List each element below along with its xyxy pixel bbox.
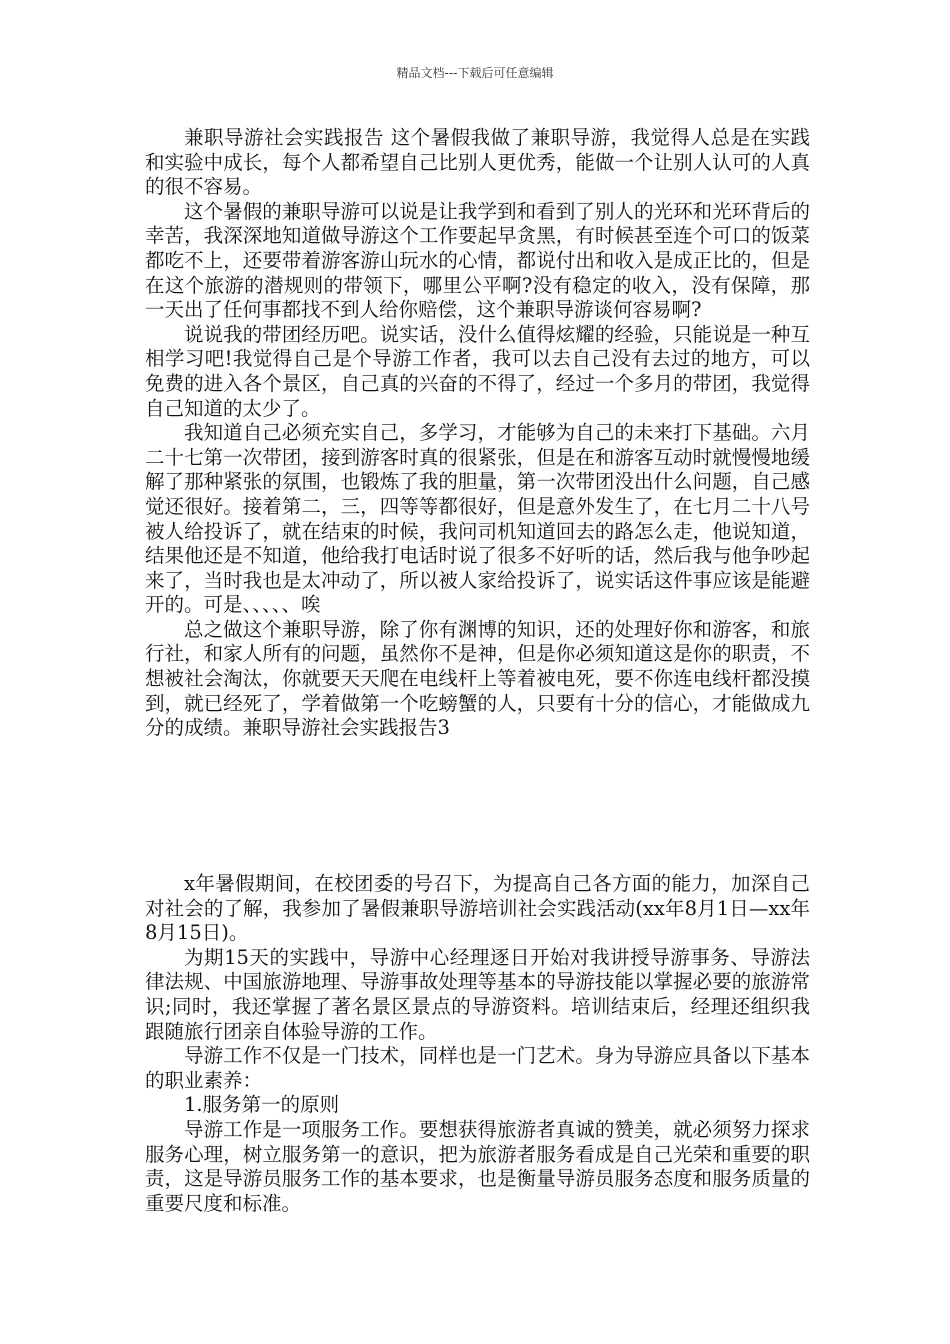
page-header: 精品文档---下载后可任意编辑 (396, 66, 554, 80)
report-section-1 (145, 126, 810, 741)
report-section-2 (145, 872, 810, 1216)
paragraph: 我知道自己必须充实自己，多学习，才能够为自己的未来打下基础。六月二十七第一次带团，接到游客时真的很紧张，但是在和游客互动时就慢慢地缓解了那种紧张的氛围，也锻炼了我的胆量，第一次带团没出什么问题，自己感觉还很好。接着第二，三，四等等都很好，但是意外发生了，在七月二十八号被人给投诉了，就在结束的时候，我问司机知道回去的路怎么走，他说知道，结果他还是不知道，他给我打电话时说了很多不好听的话，然后我与他争吵起来了，当时我也是太冲动了，所以被人家给投诉了，说实话这件事应该是能避开的。可是、、、、、唉 (145, 421, 810, 617)
paragraph: x年暑假期间，在校团委的号召下，为提高自己各方面的能力，加深自己对社会的了解，我参加了暑假兼职导游培训社会实践活动(xx年8月1日—xx年8月15日)。 (145, 872, 810, 945)
paragraph: 总之做这个兼职导游，除了你有渊博的知识，还的处理好你和游客，和旅行社，和家人所有的问题，虽然你不是神，但是你必须知道这是你的职责，不想被社会淘汰，你就要天天爬在电线杆上等着被电死，要不你连电线杆都没摸到，就已经死了，学着做第一个吃螃蟹的人，只要有十分的信心，才能做成九分的成绩。兼职导游社会实践报告3 (145, 617, 810, 740)
list-item-heading: 1.服务第一的原则 (184, 1093, 340, 1117)
paragraph: 这个暑假的兼职导游可以说是让我学到和看到了别人的光环和光环背后的幸苦，我深深地知道做导游这个工作要起早贪黑，有时候甚至连个可口的饭菜都吃不上，还要带着游客游山玩水的心情，都说付出和收入是成正比的，但是在这个旅游的潜规则的带领下，哪里公平啊?没有稳定的收入，没有保障，那一天出了任何事都找不到人给你赔偿，这个兼职导游谈何容易啊? (145, 199, 810, 322)
paragraph: 兼职导游社会实践报告 这个暑假我做了兼职导游，我觉得人总是在实践和实验中成长，每个人都希望自己比别人更优秀，能做一个让别人认可的人真的很不容易。 (145, 126, 810, 199)
paragraph: 为期15天的实践中，导游中心经理逐日开始对我讲授导游事务、导游法律法规、中国旅游地理、导游事故处理等基本的导游技能以掌握必要的旅游常识;同时，我还掌握了著名景区景点的导游资料。培训结束后，经理还组织我跟随旅行团亲自体验导游的工作。 (145, 945, 810, 1043)
paragraph: 说说我的带团经历吧。说实话，没什么值得炫耀的经验，只能说是一种互相学习吧!我觉得自己是个导游工作者，我可以去自己没有去过的地方，可以免费的进入各个景区，自己真的兴奋的不得了，经过一个多月的带团，我觉得自己知道的太少了。 (145, 322, 810, 420)
paragraph: 导游工作是一项服务工作。要想获得旅游者真诚的赞美，就必须努力探求服务心理，树立服务第一的意识，把为旅游者服务看成是自己光荣和重要的职责，这是导游员服务工作的基本要求，也是衡量导游员服务态度和服务质量的重要尺度和标准。 (145, 1117, 810, 1215)
paragraph: 导游工作不仅是一门技术，同样也是一门艺术。身为导游应具备以下基本的职业素养： (145, 1044, 810, 1092)
